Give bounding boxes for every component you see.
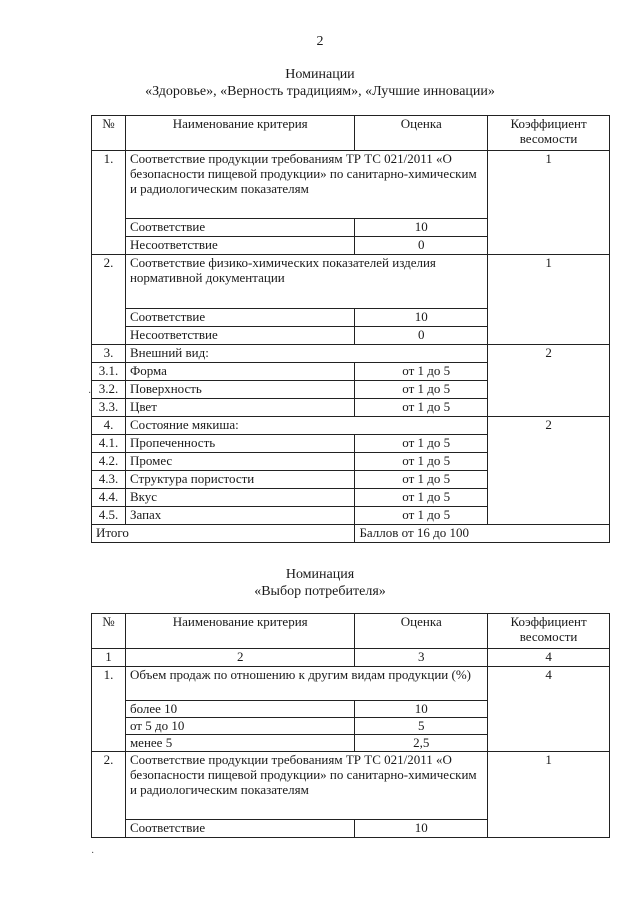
sub-label: Поверхность <box>125 381 354 399</box>
option-label: от 5 до 10 <box>125 718 354 735</box>
sub-label: Промес <box>125 453 354 471</box>
column-number: 3 <box>355 649 488 667</box>
sub-score: от 1 до 5 <box>355 471 488 489</box>
scan-mark: · <box>91 848 95 859</box>
option-label: более 10 <box>125 701 354 718</box>
sub-number: 3.3. <box>92 399 126 417</box>
row-number: 2. <box>92 752 126 838</box>
option-score: 5 <box>355 718 488 735</box>
sub-score: от 1 до 5 <box>355 507 488 525</box>
sub-number: 4.2. <box>92 453 126 471</box>
sub-number: 4.5. <box>92 507 126 525</box>
criterion-name: Внешний вид: <box>125 345 487 363</box>
criterion-name: Объем продаж по отношению к другим видам продукции (%) <box>125 667 487 701</box>
sub-label: Пропеченность <box>125 435 354 453</box>
option-score: 10 <box>355 820 488 838</box>
option-score: 0 <box>355 327 488 345</box>
criterion-name: Соответствие продукции требованиям ТР ТС 021/2011 «О безопасности пищевой продукции» по санитарно-химическим и радиологическим показателям <box>125 151 487 219</box>
weight-value: 1 <box>488 151 610 255</box>
scan-mark: · <box>88 388 92 399</box>
row-number: 1. <box>92 667 126 752</box>
option-score: 2,5 <box>355 735 488 752</box>
criterion-name: Соответствие физико-химических показателей изделия нормативной документации <box>125 255 487 309</box>
criterion-name: Соответствие продукции требованиям ТР ТС 021/2011 «О безопасности пищевой продукции» по санитарно-химическим и радиологическим показателям <box>125 752 487 820</box>
page-number: 2 <box>316 34 324 49</box>
weight-value: 1 <box>488 752 610 838</box>
sub-score: от 1 до 5 <box>355 489 488 507</box>
header-score: Оценка <box>355 116 488 151</box>
sub-score: от 1 до 5 <box>355 363 488 381</box>
sub-number: 3.1. <box>92 363 126 381</box>
section2-subtitle: «Выбор потребителя» <box>254 584 386 599</box>
option-label: Соответствие <box>125 309 354 327</box>
header-criterion: Наименование критерия <box>125 614 354 649</box>
option-label: менее 5 <box>125 735 354 752</box>
sub-score: от 1 до 5 <box>355 453 488 471</box>
weight-value: 4 <box>488 667 610 752</box>
sub-number: 4.3. <box>92 471 126 489</box>
criteria-table-2 <box>91 613 610 838</box>
column-number: 1 <box>92 649 126 667</box>
option-label: Соответствие <box>125 219 354 237</box>
header-weight: Коэффициент весомости <box>488 116 610 151</box>
sub-label: Запах <box>125 507 354 525</box>
option-score: 10 <box>355 701 488 718</box>
weight-value: 1 <box>488 255 610 345</box>
header-number: № <box>92 116 126 151</box>
option-label: Соответствие <box>125 820 354 838</box>
option-score: 10 <box>355 309 488 327</box>
weight-value: 2 <box>488 345 610 417</box>
option-label: Несоответствие <box>125 237 354 255</box>
sub-label: Вкус <box>125 489 354 507</box>
section1-title: Номинации <box>285 67 355 82</box>
sub-score: от 1 до 5 <box>355 435 488 453</box>
header-weight: Коэффициент весомости <box>488 614 610 649</box>
row-number: 1. <box>92 151 126 255</box>
option-score: 0 <box>355 237 488 255</box>
option-label: Несоответствие <box>125 327 354 345</box>
header-number: № <box>92 614 126 649</box>
header-criterion: Наименование критерия <box>125 116 354 151</box>
column-number: 4 <box>488 649 610 667</box>
row-number: 4. <box>92 417 126 435</box>
option-score: 10 <box>355 219 488 237</box>
weight-value: 2 <box>488 417 610 525</box>
sub-score: от 1 до 5 <box>355 399 488 417</box>
sub-number: 3.2. <box>92 381 126 399</box>
row-number: 3. <box>92 345 126 363</box>
sub-label: Цвет <box>125 399 354 417</box>
total-value: Баллов от 16 до 100 <box>355 525 610 543</box>
total-label: Итого <box>92 525 355 543</box>
criterion-name: Состояние мякиша: <box>125 417 487 435</box>
section1-subtitle: «Здоровье», «Верность традициям», «Лучшие инновации» <box>145 84 495 99</box>
sub-score: от 1 до 5 <box>355 381 488 399</box>
column-number: 2 <box>125 649 354 667</box>
sub-number: 4.4. <box>92 489 126 507</box>
section2-title: Номинация <box>285 567 355 582</box>
header-score: Оценка <box>355 614 488 649</box>
sub-label: Структура пористости <box>125 471 354 489</box>
sub-label: Форма <box>125 363 354 381</box>
row-number: 2. <box>92 255 126 345</box>
sub-number: 4.1. <box>92 435 126 453</box>
criteria-table-1 <box>91 115 610 543</box>
